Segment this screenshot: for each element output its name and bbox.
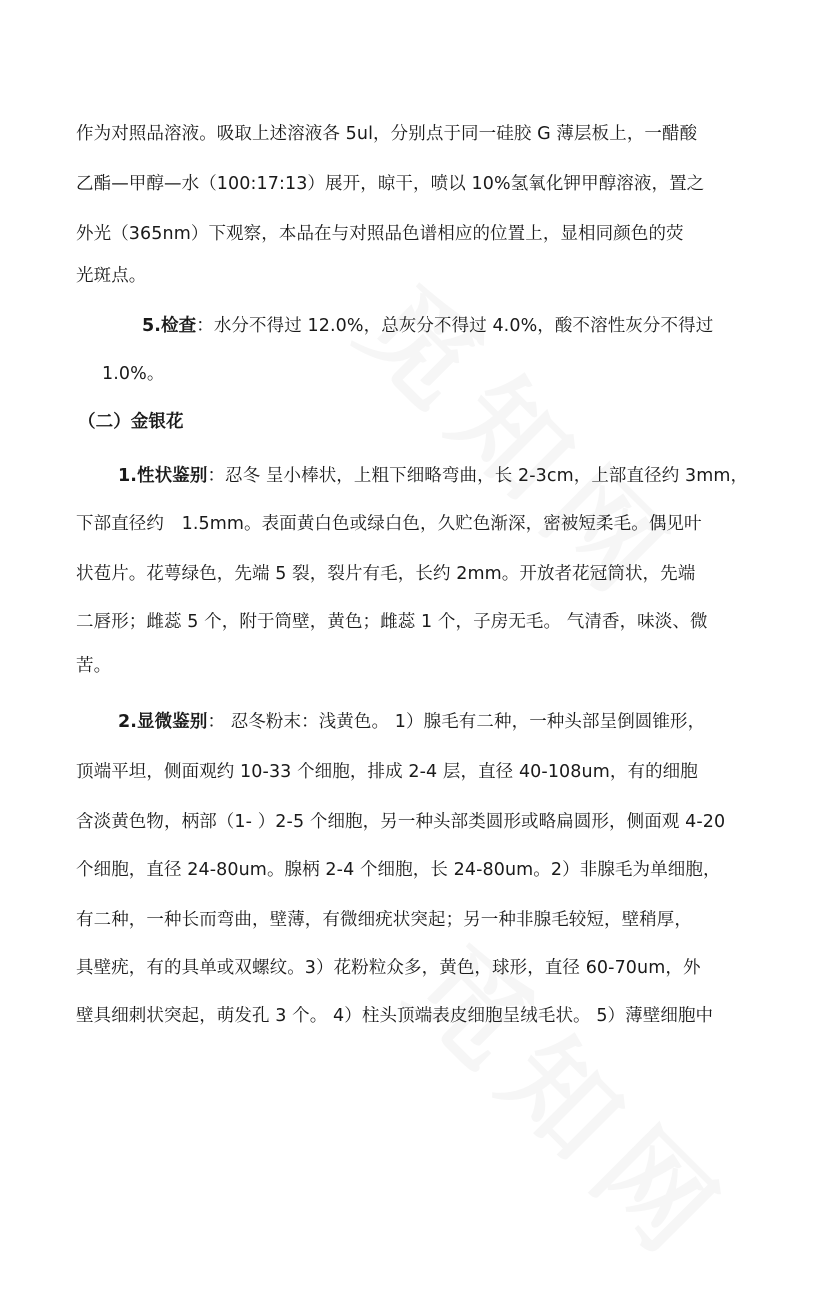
text-line: 苦。 <box>76 656 112 676</box>
xingzhuang-line <box>118 464 748 488</box>
text-line: 状苞片。花萼绿色，先端 5 裂，裂片有毛，长约 2mm。开放者花冠筒状，先端 <box>76 564 696 584</box>
text-line: 具壁疣，有的具单或双螺纹。3）花粉粒众多，黄色，球形，直径 60-70um，外 <box>76 958 701 978</box>
check-label: 5.检查 <box>142 316 197 336</box>
text-line: 作为对照品溶液。吸取上述溶液各 5ul，分别点于同一硅胶 G 薄层板上，一醋酸 <box>76 124 698 144</box>
xianwei-text: ： 忍冬粉末：浅黄色。 1）腺毛有二种，一种头部呈倒圆锥形， <box>207 712 706 732</box>
text-line: 乙酯—甲醇—水（100:17:13）展开，晾干，喷以 10%氢氧化钾甲醇溶液，置之 <box>76 174 705 194</box>
text-line: 含淡黄色物，柄部（1- ）2-5 个细胞，另一种头部类圆形或略扁圆形，侧面观 4-20 <box>76 812 726 832</box>
check-text: ：水分不得过 12.0%，总灰分不得过 4.0%，酸不溶性灰分不得过 <box>196 316 714 336</box>
section-title: （二）金银花 <box>78 412 184 432</box>
text-line: 顶端平坦，侧面观约 10-33 个细胞，排成 2-4 层，直径 40-108um，有的细胞 <box>76 762 698 782</box>
text-line: 光斑点。 <box>76 266 147 286</box>
xianwei-line <box>118 710 705 734</box>
xingzhuang-label: 1.性状鉴别 <box>118 466 208 486</box>
text-line: 个细胞，直径 24-80um。腺柄 2-4 个细胞，长 24-80um。2）非腺毛为单细胞， <box>76 860 721 880</box>
xingzhuang-text: ：忍冬 呈小棒状，上粗下细略弯曲，长 2-3cm，上部直径约 3mm， <box>207 466 749 486</box>
text-line: 有二种，一种长而弯曲，壁薄，有微细疣状突起；另一种非腺毛较短，壁稍厚， <box>76 910 692 930</box>
text-line: 1.0%。 <box>102 364 165 384</box>
text-line: 下部直径约 1.5mm。表面黄白色或绿白色，久贮色渐深，密被短柔毛。偶见叶 <box>76 514 702 534</box>
text-line: 二唇形；雌蕊 5 个，附于筒壁，黄色；雌蕊 1 个，子房无毛。 气清香，味淡、微 <box>76 612 708 632</box>
text-line: 壁具细刺状突起，萌发孔 3 个。 4）柱头顶端表皮细胞呈绒毛状。 5）薄壁细胞中 <box>76 1006 714 1026</box>
text-line: 外光（365nm）下观察，本品在与对照品色谱相应的位置上，显相同颜色的荧 <box>76 224 684 244</box>
check-line <box>142 314 713 338</box>
xianwei-label: 2.显微鉴别 <box>118 712 208 732</box>
